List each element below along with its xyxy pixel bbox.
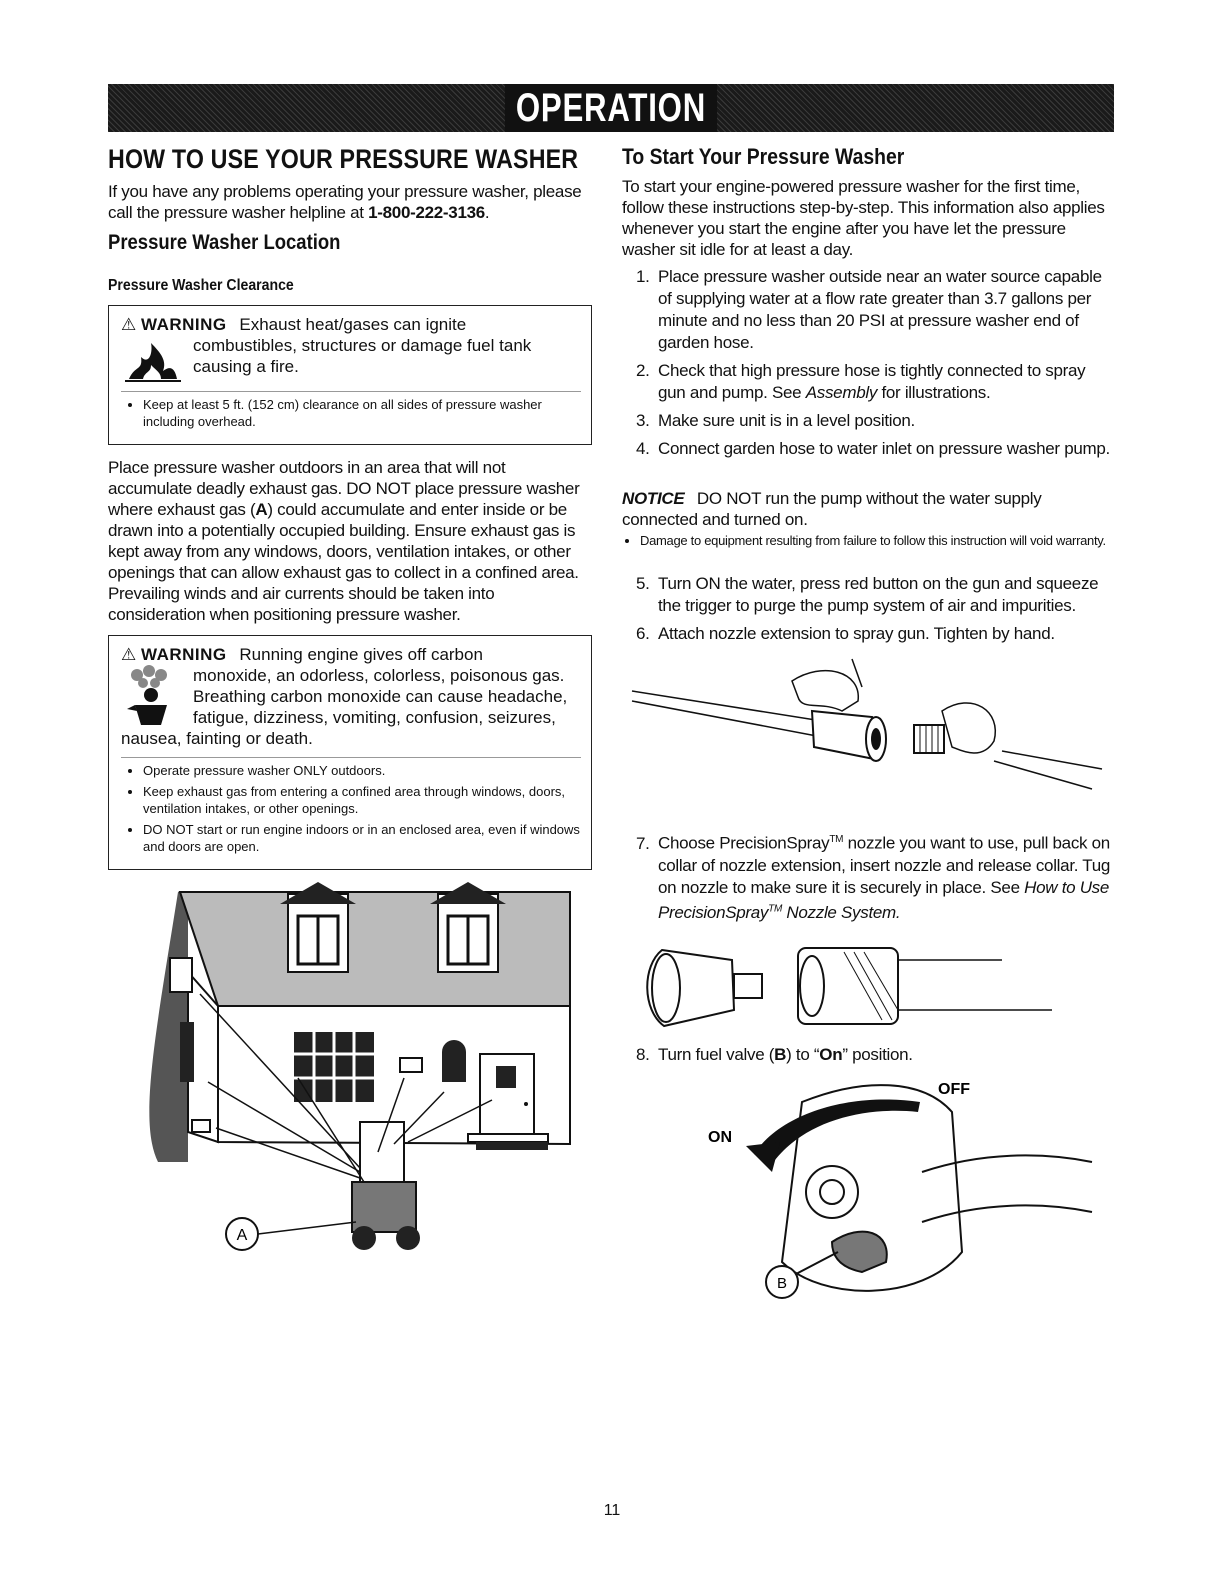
roof-shape [180, 892, 570, 1006]
step-8-text-e: ” position. [842, 1045, 913, 1065]
step-2 [654, 360, 1114, 404]
left-column [108, 144, 592, 1282]
side-window [180, 1022, 194, 1082]
placement-text-2: ) could accumulate and enter inside or be drawn into a potentially occupied building. Ensure exhaust gas is kept away from any windows, doors, ventilation intakes, or other openings that can allow exhaust gas to collect in a confined area. Prevailing winds and air currents should be taken into consideration when positioning pressure washer. [108, 500, 579, 624]
step-1: 1. Place pressure washer outside near an water source capable of supplying water at a flow rate greater than 3.7 gallons per minute and no less than 20 PSI at pressure washer end of garden hose. [654, 266, 1114, 354]
warning-line-2: monoxide, an odorless, colorless, poisonous gas. [193, 666, 565, 685]
fuel-valve-illustration [622, 1072, 1114, 1312]
dormer-right [430, 882, 506, 972]
warning-body-row [121, 665, 581, 728]
nozzle-insert-illustration [622, 930, 1114, 1040]
warning-label: WARNING [140, 645, 227, 664]
step-8-text-a: Turn fuel valve ( [658, 1045, 775, 1065]
start-steps-list-3 [622, 829, 1114, 924]
warning-line-4: fatigue, dizziness, vomiting, confusion, seizures, [193, 708, 556, 727]
start-steps-list-4 [622, 1044, 1114, 1066]
step-7-tm: TM [829, 834, 844, 845]
warning-header [121, 314, 581, 335]
step-5: 5. Turn ON the water, press red button on the gun and squeeze the trigger to purge the pump system of air and impurities. [654, 573, 1114, 617]
warning-divider [121, 391, 581, 392]
house-exhaust-illustration [108, 882, 592, 1282]
step-2-text: Check that high pressure hose is tightly connected to spray gun and pump. See [658, 361, 1086, 402]
co-warning-box [108, 635, 592, 870]
start-heading: To Start Your Pressure Washer [622, 144, 905, 169]
warning-header [121, 644, 581, 665]
notice-block [622, 488, 1114, 549]
placement-letter: A [255, 500, 268, 519]
step-7-text-a: Choose PrecisionSpray [658, 833, 830, 853]
helpline-number: 1-800-222-3136 [368, 203, 485, 222]
warning-line-2: combustibles, structures or damage fuel tank [193, 336, 532, 355]
step-2-reference: Assembly [805, 383, 878, 402]
nozzle-extension-illustration [622, 651, 1114, 821]
section-banner [108, 84, 1114, 132]
placement-paragraph [108, 457, 592, 625]
step-7-ref-end: Nozzle System. [786, 903, 901, 923]
warning-line-3: Breathing carbon monoxide can cause headache, [193, 687, 568, 706]
clearance-heading: Pressure Washer Clearance [108, 277, 294, 294]
intro-text: If you have any problems operating your pressure washer, please call the pressure washer helpline at [108, 182, 582, 222]
step-8 [654, 1044, 1114, 1066]
step-7-ref-tm: TM [768, 903, 782, 915]
step-8-on: On [819, 1045, 843, 1065]
valve-on-label: ON [708, 1129, 732, 1147]
step-4: 4. Connect garden hose to water inlet on pressure washer pump. [654, 438, 1114, 460]
fire-warning-box [108, 305, 592, 445]
warning-bullets [121, 396, 581, 430]
intro-end: . [484, 203, 490, 222]
notice-text: DO NOT run the pump without the water supply connected and turned on. [622, 489, 1042, 529]
warning-bullets [121, 762, 581, 855]
warning-line-5: nausea, fainting or death. [121, 729, 313, 748]
warning-triangle-icon: ⚠ [121, 315, 137, 334]
warning-line-3: causing a fire. [193, 357, 299, 376]
figure-label-a: A [236, 1227, 248, 1244]
notice-bullets [622, 532, 1114, 549]
warning-bullet: • Keep at least 5 ft. (152 cm) clearance on all sides of pressure washer including overhead. [143, 396, 581, 430]
page-number: 11 [603, 1502, 621, 1519]
start-intro: To start your engine-powered pressure washer for the first time, follow these instructions step-by-step. This information also applies whenever you start the engine after you have let the pressure washer sit idle for at least a day. [622, 177, 1105, 259]
warning-label: WARNING [140, 315, 227, 334]
step-7-text-b: nozzle you want to use, pull back on collar of nozzle extension, insert nozzle and release collar. Tug on nozzle to make sure it is securely in place. See [658, 833, 1111, 897]
banner-title: OPERATION [505, 84, 717, 132]
placement-text: Place pressure washer outdoors in an area that will not accumulate deadly exhaust gas. DO NOT place pressure washer where exhaust gas ( [108, 458, 580, 519]
dryer-vent [400, 1058, 422, 1072]
warning-divider [121, 757, 581, 758]
poison-gas-icon [121, 665, 185, 727]
main-heading: HOW TO USE YOUR PRESSURE WASHER [108, 144, 579, 174]
step-6: 6. Attach nozzle extension to spray gun. Tighten by hand. [654, 623, 1114, 645]
warning-bullet: • Keep exhaust gas from entering a confined area through windows, doors, ventilation intakes, or other openings. [143, 783, 581, 817]
location-heading: Pressure Washer Location [108, 231, 341, 254]
start-steps-list [622, 266, 1114, 460]
start-steps-list-2 [622, 573, 1114, 645]
step-8-valve-letter: B [774, 1045, 787, 1065]
step-8-text-c: ) to “ [786, 1045, 820, 1065]
warning-bullet: • DO NOT start or run engine indoors or in an enclosed area, even if windows and doors are open. [143, 821, 581, 855]
right-column [622, 144, 1114, 1312]
warning-line-1: Exhaust heat/gases can ignite [239, 315, 467, 334]
warning-body-row [121, 335, 581, 383]
step-7-ref-text: How to Use PrecisionSpray [658, 877, 1110, 923]
step-2-end: for illustrations. [881, 383, 991, 402]
step-3: 3. Make sure unit is in a level position. [654, 410, 1114, 432]
intro-paragraph [108, 181, 592, 223]
valve-b-label: B [776, 1275, 788, 1293]
notice-label: NOTICE [622, 489, 685, 508]
warning-line-1: Running engine gives off carbon [239, 645, 483, 664]
step-7 [654, 829, 1114, 924]
notice-bullet: • Damage to equipment resulting from failure to follow this instruction will void warranty. [640, 532, 1114, 549]
dormer-left [280, 882, 356, 972]
warning-bullet: • Operate pressure washer ONLY outdoors. [143, 762, 581, 779]
valve-off-label: OFF [938, 1081, 970, 1099]
fire-icon [121, 335, 185, 383]
vent-shape [170, 958, 192, 992]
warning-triangle-icon: ⚠ [121, 645, 137, 664]
